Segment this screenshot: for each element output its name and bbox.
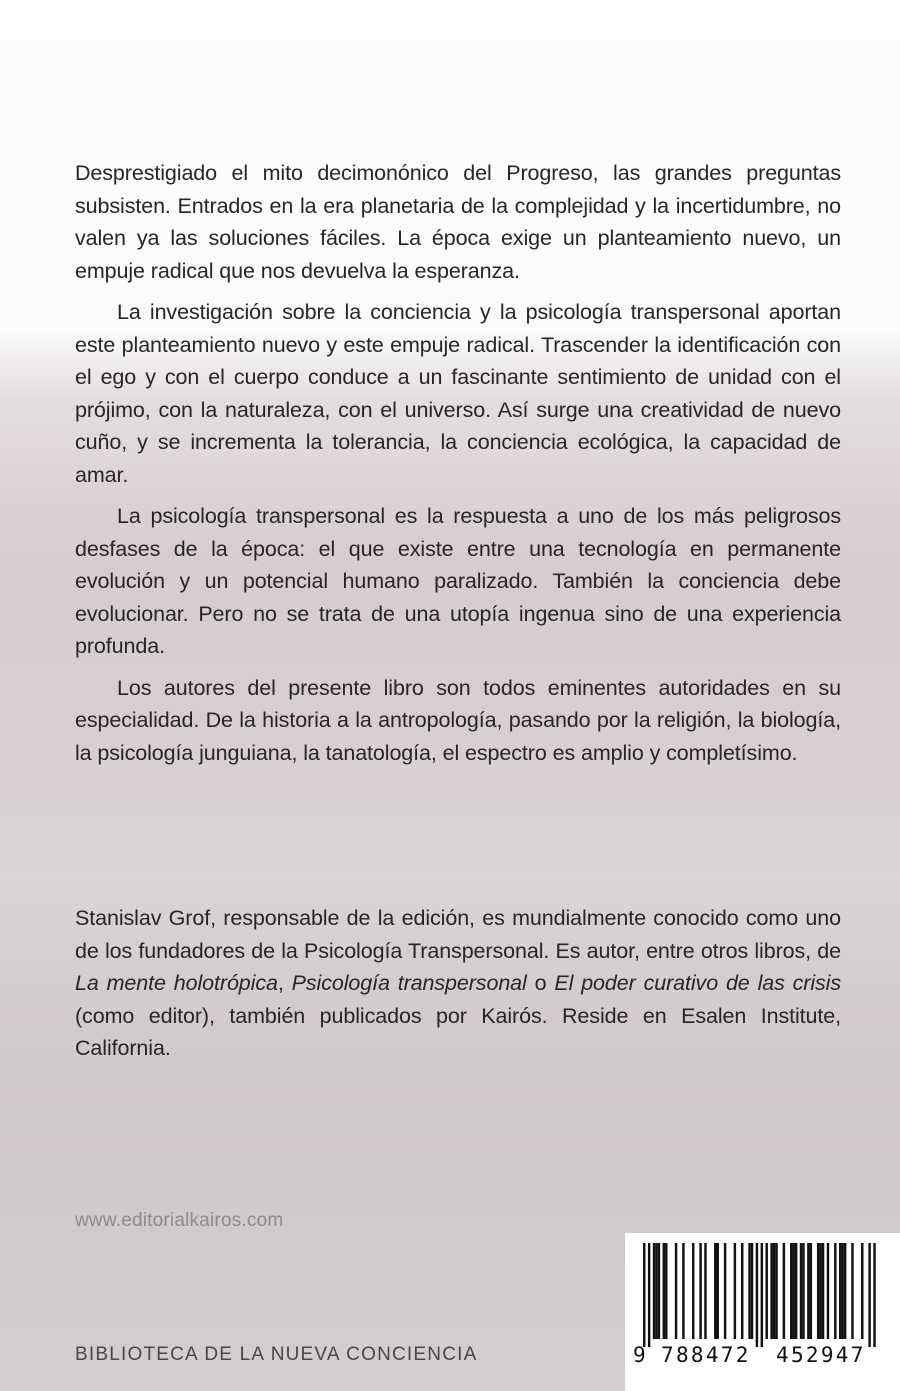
series-name: BIBLIOTECA DE LA NUEVA CONCIENCIA (75, 1344, 478, 1365)
author-bio-intro: Stanislav Grof, responsable de la edición, es mundialmente conocido como uno de los fundadores de la Psicología Transpersonal. Es autor, entre otros libros, de (75, 906, 841, 963)
barcode-bar (851, 1243, 853, 1339)
barcode-bar (783, 1243, 785, 1339)
barcode-bar (790, 1243, 792, 1339)
author-bio-sep-1: , (277, 971, 292, 995)
barcode-bar (699, 1243, 701, 1339)
barcode-bar (800, 1243, 802, 1339)
barcode-group-2: 452947 (776, 1343, 866, 1367)
barcode-bar (819, 1243, 821, 1339)
blurb-paragraph-2: La investigación sobre la conciencia y la psicología transpersonal aportan este planteamiento nuevo y este empuje radical. Trascender la identificación con el ego y con el cuerpo conduce a un fascinante sentimiento de unidad con el prójimo, con la naturaleza, con el universo. Así surge una creatividad de nuevo cuño, y se incrementa la tolerancia, la conciencia ecológica, la capacidad de amar. (75, 300, 841, 487)
barcode-bar (770, 1243, 772, 1339)
barcode-bar (841, 1243, 843, 1339)
author-bio (75, 902, 841, 1074)
barcode-bar (653, 1243, 655, 1339)
barcode-bar (773, 1243, 775, 1339)
barcode-group-1: 788472 (661, 1343, 751, 1367)
blurb (75, 157, 841, 778)
barcode-bar (741, 1243, 743, 1339)
barcode-bar (675, 1243, 677, 1339)
author-bio-text (75, 902, 841, 1065)
barcode-bar (792, 1243, 794, 1339)
barcode-first-digit: 9 (633, 1343, 646, 1367)
barcode-bar (775, 1243, 777, 1339)
barcode-bar (682, 1243, 684, 1339)
barcode-bar (643, 1243, 645, 1347)
blurb-paragraph-4: Los autores del presente libro son todos eminentes autoridades en su especialidad. De la historia a la antropología, pasando por la religión, la biología, la psicología junguiana, la tanatología, el espectro es amplio y completísimo. (75, 675, 841, 765)
barcode-bar (873, 1243, 875, 1347)
barcode-bar (704, 1243, 706, 1339)
barcode-bar (658, 1243, 660, 1339)
barcode-bar (807, 1243, 809, 1339)
barcode-bar (868, 1243, 870, 1347)
barcode-bar (714, 1243, 716, 1339)
barcode-bar (817, 1243, 819, 1339)
barcode-bar (734, 1243, 736, 1339)
barcode-bar (717, 1243, 719, 1339)
barcode-bar (761, 1243, 763, 1347)
barcode-bar (724, 1243, 726, 1339)
barcode-bar (655, 1243, 657, 1339)
barcode-bar (665, 1243, 667, 1339)
barcode-bar (663, 1243, 665, 1339)
book-title-2: Psicología transpersonal (291, 971, 527, 995)
blurb-paragraph-3: La psicología transpersonal es la respuesta a uno de los más peligrosos desfases de la época: el que existe entre una tecnología en permanente evolución y un potencial humano paralizado. También la conciencia debe evolucionar. Pero no se trata de una utopía ingenua sino de una experiencia profunda. (75, 504, 841, 658)
barcode-bar (810, 1243, 812, 1339)
barcode-bar (751, 1243, 753, 1339)
barcode-icon (643, 1243, 893, 1347)
barcode-bar (802, 1243, 804, 1339)
isbn-barcode (625, 1233, 900, 1391)
barcode-bar (844, 1243, 846, 1339)
author-bio-sep-2: o (526, 971, 555, 995)
book-title-3: El poder curativo de las crisis (554, 971, 842, 995)
barcode-bar (839, 1243, 841, 1339)
barcode-bar (748, 1243, 750, 1339)
book-title-1: La mente holotrópica (75, 971, 278, 995)
barcode-bar (827, 1243, 829, 1339)
barcode-bar (795, 1243, 797, 1339)
publisher-website[interactable]: www.editorialkairos.com (75, 1210, 284, 1231)
barcode-bar (861, 1243, 863, 1339)
barcode-bar (692, 1243, 694, 1339)
barcode-bar (648, 1243, 650, 1347)
author-bio-outro: (como editor), también publicados por Kairós. Reside en Esalen Institute, California. (75, 1003, 841, 1060)
barcode-bar (822, 1243, 824, 1339)
barcode-bar (766, 1243, 768, 1339)
blurb-paragraph-1: Desprestigiado el mito decimonónico del Progreso, las grandes preguntas subsisten. Entrados en la era planetaria de la complejidad y la incertidumbre, no valen ya las soluciones fáciles. La época exige un planteamiento nuevo, un empuje radical que nos devuelva la esperanza. (75, 161, 841, 283)
barcode-bar (756, 1243, 758, 1347)
barcode-bar (834, 1243, 836, 1339)
